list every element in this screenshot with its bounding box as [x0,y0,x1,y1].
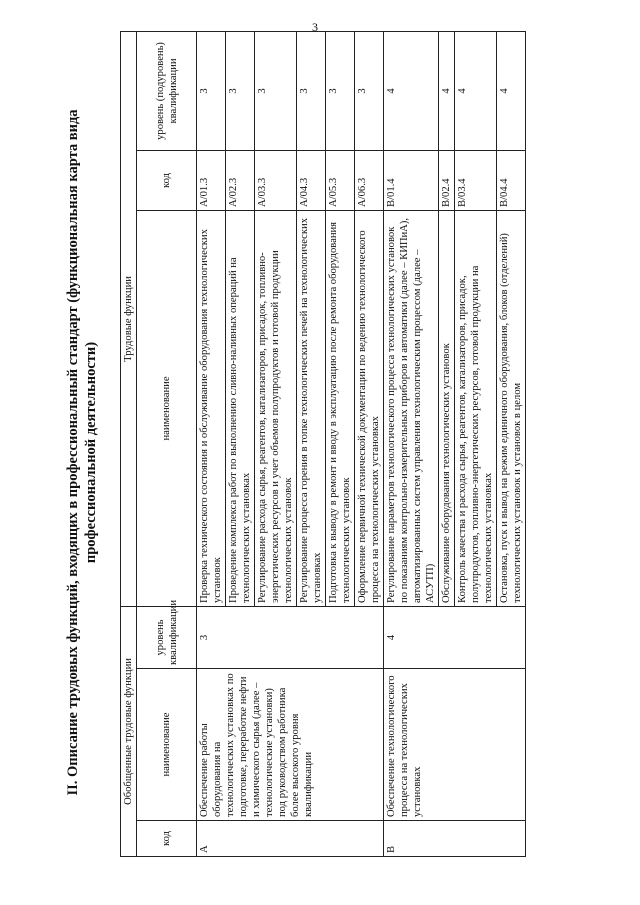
function-name: Подготовка к выводу в ремонт и вводу в эксплуатацию после ремонта оборудования технологических установок [326,210,355,606]
function-level: 3 [326,31,355,150]
column-header-row [137,31,197,856]
function-name: Регулирование параметров технологического процесса технологических установок по показаниям контрольно-измерительных приборов и автоматики (далее – КИПиА), автоматизированных систем управления технологическим процессом (далее – АСУТП) [384,210,439,606]
group-code: В [384,821,526,857]
function-code: А/03.3 [255,150,297,210]
function-level: 4 [455,31,497,150]
function-level: 3 [197,31,226,150]
function-name: Проведение комплекса работ по выполнению сливно-наливных операций на технологических установках [226,210,255,606]
function-name: Проверка технического состояния и обслуживание оборудования технологических установок [197,210,226,606]
function-code: А/04.3 [297,150,326,210]
function-level: 4 [384,31,439,150]
function-code: А/06.3 [355,150,384,210]
functional-map-table [120,31,526,857]
function-name: Регулирование расхода сырья, реагентов, катализаторов, присадок, топливно-энергетических ресурсов и учет объемов полупродуктов и готовой продукции технологических установок [255,210,297,606]
function-name: Оформление первичной технической документации по ведению технологического процесса на технологических установках [355,210,384,606]
generalized-functions-header: Обобщенные трудовые функции [121,606,137,856]
function-code: А/02.3 [226,150,255,210]
function-code: В/01.4 [384,150,439,210]
function-name: Регулирование процесса горения в топке технологических печей на технологических установках [297,210,326,606]
heading-line-1: II. Описание трудовых функций, входящих в профессиональный стандарт (функциональная карта вида [65,109,81,796]
function-level: 4 [439,31,455,150]
header-level: уровень квалификации [137,606,197,668]
function-code: А/05.3 [326,150,355,210]
table-row [197,31,226,856]
function-name: Контроль качества и расхода сырья, реагентов, катализаторов, присадок, полупродуктов, топливно-энергетических ресурсов, готовой продукции на технологических установках [455,210,497,606]
function-name: Остановка, пуск и вывод на режим единичного оборудования, блоков (отделений) технологических установок и установок в целом [497,210,526,606]
header-tf-code: код [137,150,197,210]
function-code: В/03.4 [455,150,497,210]
function-code: А/01.3 [197,150,226,210]
group-name: Обеспечение работы оборудования на технологических установках по подготовке, переработке нефти и химического сырья (далее – технологические установки) под руководством работника более высокого уровня квалификации [197,669,384,821]
section-heading [64,0,100,905]
function-level: 3 [355,31,384,150]
page-number: 3 [312,20,318,34]
group-name: Обеспечение технологического процесса на технологических установках [384,669,526,821]
group-code: А [197,821,384,857]
header-code: код [137,821,197,857]
group-level: 4 [384,606,526,668]
header-name: наименование [137,669,197,821]
header-tf-name: наименование [137,210,197,606]
heading-line-2: профессиональной деятельности) [83,341,99,564]
function-level: 3 [255,31,297,150]
function-code: В/02.4 [439,150,455,210]
header-tf-level: уровень (подуровень) квалификации [137,31,197,150]
function-code: В/04.4 [497,150,526,210]
table-row [384,31,439,856]
function-name: Обслуживание оборудования технологических установок [439,210,455,606]
function-level: 3 [297,31,326,150]
function-level: 4 [497,31,526,150]
labor-functions-header: Трудовые функции [121,31,137,606]
group-header-row [121,31,137,856]
group-level: 3 [197,606,384,668]
function-level: 3 [226,31,255,150]
